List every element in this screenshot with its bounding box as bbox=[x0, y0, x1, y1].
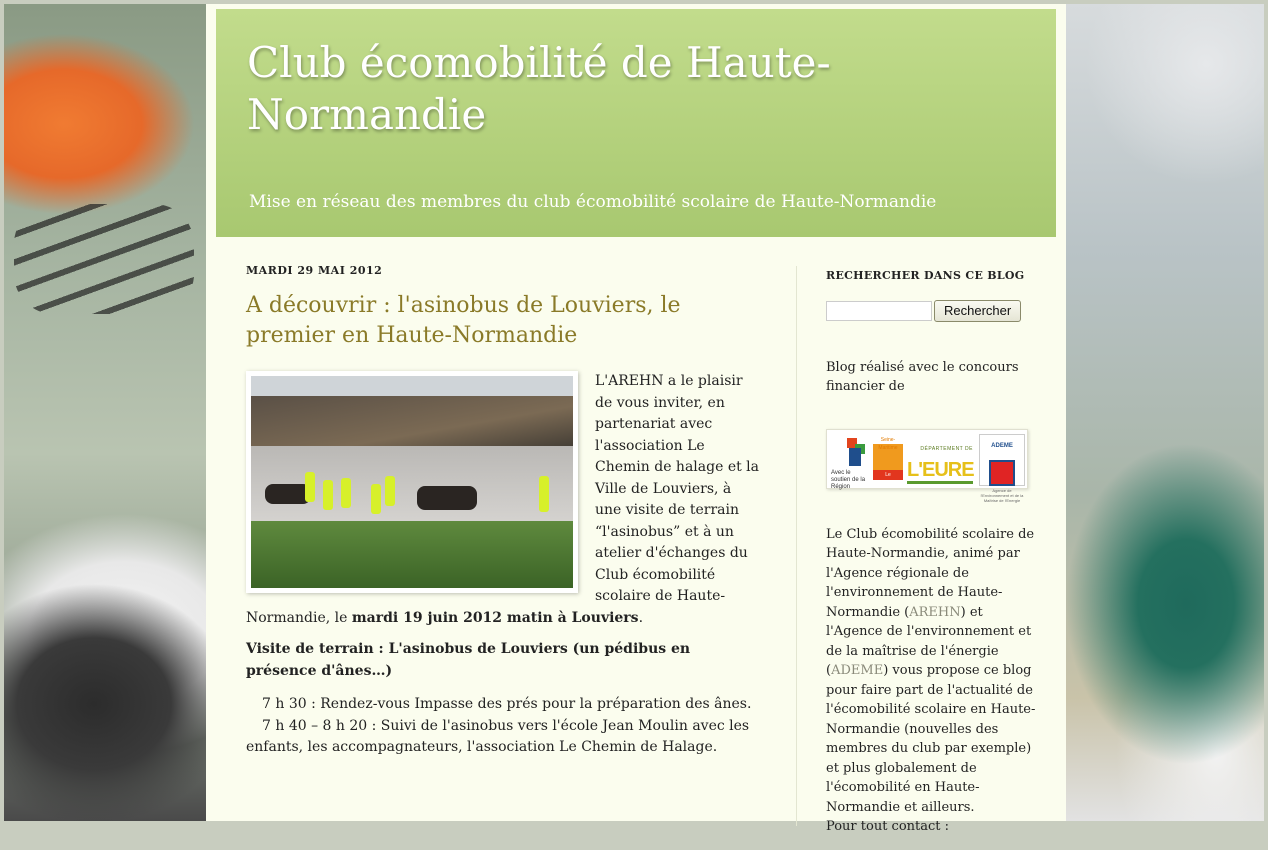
ademe-logo bbox=[979, 434, 1025, 503]
eure-logo-name: L'EURE bbox=[907, 459, 974, 481]
photo-person bbox=[371, 484, 381, 514]
eure-logo-dept: DÉPARTEMENT DE bbox=[920, 445, 973, 452]
photo-person bbox=[539, 476, 549, 512]
region-logo-text: Avec le soutien de la Région bbox=[831, 469, 866, 490]
search-input[interactable] bbox=[826, 301, 932, 321]
blog-description: Mise en réseau des membres du club écomobilité scolaire de Haute-Normandie bbox=[249, 192, 937, 212]
contact-label: Pour tout contact : bbox=[826, 819, 950, 834]
photo-person bbox=[385, 476, 395, 506]
ademe-link[interactable]: ADEME bbox=[831, 663, 884, 678]
main-column bbox=[246, 264, 761, 759]
post-intro-text: L'AREHN a le plaisir de vous inviter, en partenariat avec l'association Le Chemin de halage et la Ville de Louviers, à une visite de terrain “l'asinobus” et à un atelier d'échanges du Club écomobilité scolaire de Haute-Normandie, le bbox=[246, 373, 760, 626]
post-intro-date: mardi 19 juin 2012 matin à Louviers bbox=[351, 609, 639, 626]
photo-person bbox=[341, 478, 351, 508]
sidebar bbox=[826, 266, 1036, 850]
visit-heading: Visite de terrain : L'asinobus de Louviers (un pédibus en présence d'ânes…) bbox=[246, 641, 691, 679]
post-intro-end: . bbox=[638, 609, 644, 626]
seine-maritime-logo bbox=[873, 436, 903, 488]
background-photo-left bbox=[4, 4, 208, 821]
ademe-logo-head: ADEME bbox=[991, 442, 1013, 449]
about-text bbox=[826, 525, 1036, 837]
arehn-link[interactable]: AREHN bbox=[909, 604, 961, 620]
photo-person bbox=[305, 472, 315, 502]
region-haute-normandie-logo bbox=[831, 436, 871, 490]
blog-outer-wrapper bbox=[206, 4, 1066, 834]
blog-title[interactable]: Club écomobilité de Haute-Normandie bbox=[247, 38, 831, 139]
photo-roof bbox=[251, 396, 573, 451]
photo-donkey bbox=[417, 486, 477, 510]
photo-person bbox=[323, 480, 333, 510]
logo-shape bbox=[849, 448, 861, 466]
background-spring bbox=[14, 204, 194, 314]
sponsor-logos[interactable] bbox=[826, 429, 1028, 503]
search-button[interactable]: Rechercher bbox=[934, 300, 1021, 322]
schedule-list bbox=[246, 694, 761, 759]
credit-text: Blog réalisé avec le concours financier de bbox=[826, 359, 1019, 394]
schedule-item: 7 h 30 : Rendez-vous Impasse des prés pour la préparation des ânes. bbox=[262, 696, 752, 712]
column-divider bbox=[796, 266, 797, 826]
ademe-logo-mark bbox=[989, 460, 1015, 486]
post-date: MARDI 29 MAI 2012 bbox=[246, 264, 383, 277]
about-text-2: ) et l'Agence de l'environnement et de la maîtrise de l'énergie ( bbox=[826, 604, 1032, 678]
search-widget-title: RECHERCHER DANS CE BLOG bbox=[826, 269, 1025, 282]
seine-maritime-logo-bottom: Le Département bbox=[873, 471, 903, 488]
seine-maritime-logo-top: Seine-Maritime bbox=[873, 436, 903, 444]
background-photo-right bbox=[1066, 4, 1264, 821]
blog-header bbox=[216, 9, 1056, 237]
about-text-1: Le Club écomobilité scolaire de Haute-Normandie, animé par l'Agence régionale de l'environnement de Haute-Normandie ( bbox=[826, 526, 1035, 620]
eure-logo bbox=[907, 440, 974, 481]
ademe-logo-foot: Agence de l'Environnement et de la Maîtrise de l'Energie bbox=[980, 488, 1024, 503]
post-body bbox=[246, 371, 761, 759]
schedule-item: 7 h 40 – 8 h 20 : Suivi de l'asinobus vers l'école Jean Moulin avec les enfants, les accompagnateurs, l'association Le Chemin de Halage. bbox=[246, 717, 750, 755]
eure-logo-bar bbox=[907, 481, 973, 484]
post-photo[interactable] bbox=[251, 376, 573, 588]
photo-grass bbox=[251, 521, 573, 588]
about-text-3: ) vous propose ce blog pour faire part de l'actualité de l'écomobilité scolaire en Haute-Normandie (nouvelles des membres du club par exemple) et plus globalement de l'écomobilité en Haute-Normandie et ailleurs. bbox=[826, 663, 1036, 815]
post-title[interactable]: A découvrir : l'asinobus de Louviers, le premier en Haute-Normandie bbox=[246, 293, 681, 348]
post-photo-frame[interactable] bbox=[246, 371, 578, 593]
search-form bbox=[826, 300, 1036, 322]
